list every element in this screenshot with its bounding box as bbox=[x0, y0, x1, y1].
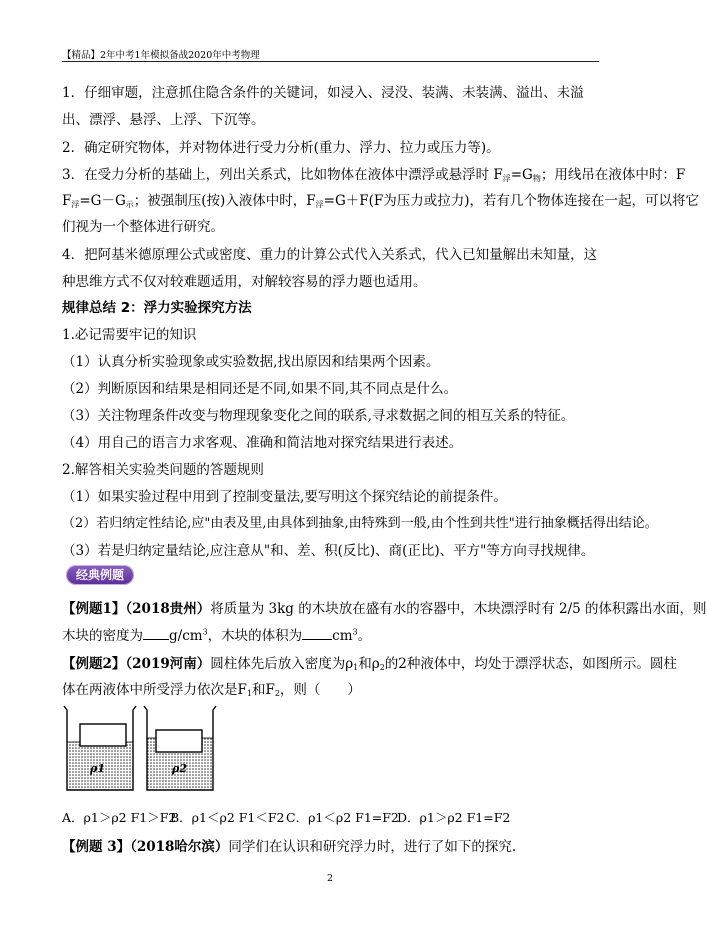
option-c[interactable]: C．ρ1＜ρ2 F1=F2 bbox=[286, 810, 399, 825]
option-a[interactable]: A．ρ1＞ρ2 F1＞F2 bbox=[62, 810, 177, 825]
option-b[interactable]: B．ρ1＜ρ2 F1＜F2 bbox=[170, 810, 285, 825]
tip-3-line-2: $F_浮=G-G_示$；被强制压(按)入液体中时，$F_浮=G+F(F$为压力或拉力)，若有几个物体连接在一起，可以将它 bbox=[62, 193, 700, 209]
liquid-label-2: ρ2 bbox=[172, 762, 187, 775]
example-1-line-1: 【例题1】（2018贵州）将质量为 3kg 的木块放在盛有水的容器中，木块漂浮时有 2/5 的体积露出水面，则 bbox=[62, 601, 707, 617]
beaker-2 bbox=[144, 706, 216, 790]
tip-4: 4．把阿基米德原理公式或密度、重力的计算公式代入关系式，代入已知量解出未知量，这种思维方式不仅对较难题适用，对解较容易的浮力题也适用。 bbox=[62, 247, 598, 290]
summary-2-title: 规律总结 2：浮力实验探究方法 bbox=[62, 300, 252, 316]
liquid-label-1: ρ1 bbox=[90, 762, 105, 775]
tip-3-line-3: 们视为一个整体进行研究。 bbox=[62, 219, 224, 235]
summary-2-item: （4）用自己的语言力求客观、准确和简洁地对探究结果进行表述。 bbox=[62, 435, 463, 451]
tip-3-line-1: 3．在受力分析的基础上，列出关系式，比如物体在液体中漂浮或悬浮时 $F_浮=G_物$；用线吊在液体中时：F bbox=[62, 167, 686, 183]
summary-2-item: （2）若归纳定性结论,应"由表及里,由具体到抽象,由特殊到一般,由个性到共性"进行抽象概括得出结论。 bbox=[62, 516, 658, 531]
cylinder-2 bbox=[156, 730, 202, 752]
summary-2-sec2: 2.解答相关实验类问题的答题规则 bbox=[62, 462, 264, 478]
page-number: 2 bbox=[327, 873, 334, 884]
option-d[interactable]: D．ρ1＞ρ2 F1=F2 bbox=[397, 810, 511, 825]
summary-2-item: （3）关注物理条件改变与物理现象变化之间的联系,寻求数据之间的相互关系的特征。 bbox=[62, 408, 575, 424]
tip-1: 1．仔细审题，注意抓住隐含条件的关键词，如浸入、浸没、装满、未装满、溢出、未溢出、漂浮、悬浮、上浮、下沉等。 bbox=[62, 85, 584, 128]
summary-2-sec1: 1.必记需要牢记的知识 bbox=[62, 327, 197, 343]
summary-2-item: （2）判断原因和结果是相同还是不同,如果不同,其不同点是什么。 bbox=[62, 381, 458, 397]
beaker-1 bbox=[64, 706, 136, 790]
tip-2: 2．确定研究物体，并对物体进行受力分析(重力、浮力、拉力或压力等)。 bbox=[62, 140, 500, 156]
answer-blank-volume[interactable] bbox=[302, 639, 332, 640]
answer-blank-density[interactable] bbox=[143, 639, 169, 640]
classic-examples-banner: 经典例题 bbox=[66, 565, 134, 585]
header-rule bbox=[62, 61, 599, 62]
two-beakers-figure bbox=[60, 702, 220, 794]
example-1-line-2: 木块的密度为 $g/cm^3$，木块的体积为 $cm^3$。 bbox=[62, 627, 372, 644]
cylinder-1 bbox=[80, 724, 126, 746]
summary-2-item: （3）若是归纳定量结论,应注意从"和、差、积(反比)、商(正比)、平方"等方向寻找规律。 bbox=[62, 543, 595, 559]
example-2-line-1: 【例题2】（2019河南）圆柱体先后放入密度为$\rho_1$和$\rho_2$的2种液体中，均处于漂浮状态，如图所示。圆柱 bbox=[62, 656, 677, 672]
summary-2-item: （1）认真分析实验现象或实验数据,找出原因和结果两个因素。 bbox=[62, 354, 440, 370]
example-2-line-2: 体在两液体中所受浮力依次是$F_1$和$F_2$，则（ ） bbox=[62, 682, 361, 698]
summary-2-item: （1）如果实验过程中用到了控制变量法,要写明这个探究结论的前提条件。 bbox=[62, 489, 507, 505]
example-3-line-1: 【例题 3】（2018哈尔滨）同学们在认识和研究浮力时，进行了如下的探究. bbox=[62, 839, 517, 855]
page-header: 【精品】2年中考1年模拟备战2020年中考物理 bbox=[62, 50, 260, 61]
